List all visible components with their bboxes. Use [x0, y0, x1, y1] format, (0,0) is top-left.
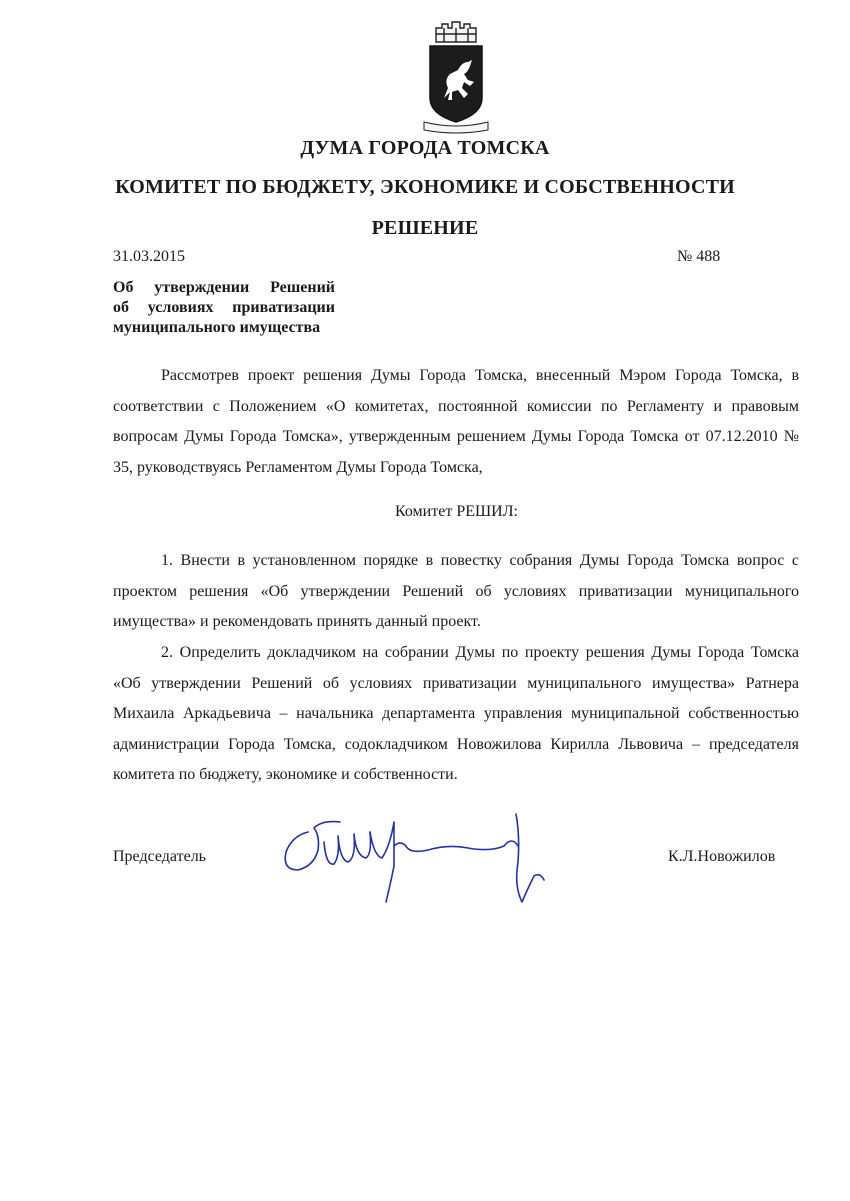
resolved-heading: Комитет РЕШИЛ: — [394, 503, 518, 520]
decision-subject — [113, 278, 335, 338]
intro-paragraph: Рассмотрев проект решения Думы Города Томска, внесенный Мэром Города Томска, в соответствии с Положением «О комитетах, постоянной комиссии по Регламенту и правовым вопросам Думы Города Томска», утвержденным решением Думы Города Томска от 07.12.2010 № 35, руководствуясь Регламентом Думы Города Томска, — [113, 367, 799, 476]
subject-line: муниципального имущества — [113, 319, 321, 336]
document-type: РЕШЕНИЕ — [371, 217, 479, 239]
subject-line: об условиях приватизации — [113, 299, 335, 316]
resolution-item-1: 1. Внести в установленном порядке в повестку собрания Думы Города Томска вопрос с проектом решения «Об утверждении Решений об условиях приватизации муниципального имущества» и рекомендовать принять данный проект. — [113, 552, 799, 630]
tomsk-coat-of-arms-icon — [418, 18, 494, 136]
duma-title: ДУМА ГОРОДА ТОМСКА — [300, 137, 550, 159]
resolution-item-2: 2. Определить докладчиком на собрании Думы по проекту решения Думы Города Томска «Об утверждении Решений об условиях приватизации муниципального имущества» Ратнера Михаила Аркадьевича – начальника департамента управления муниципальной собственностью администрации Города Томска, содокладчиком Новожилова Кирилла Львовича – председателя комитета по бюджету, экономике и собственности. — [113, 644, 799, 783]
subject-line: Об утверждении Решений — [113, 279, 335, 296]
handwritten-signature — [278, 806, 548, 910]
decision-date: 31.03.2015 — [113, 248, 185, 265]
decision-number: № 488 — [677, 248, 721, 265]
signer-name: К.Л.Новожилов — [668, 848, 776, 865]
signer-title: Председатель — [113, 848, 206, 865]
committee-title: КОМИТЕТ ПО БЮДЖЕТУ, ЭКОНОМИКЕ И СОБСТВЕННОСТИ — [115, 176, 735, 198]
